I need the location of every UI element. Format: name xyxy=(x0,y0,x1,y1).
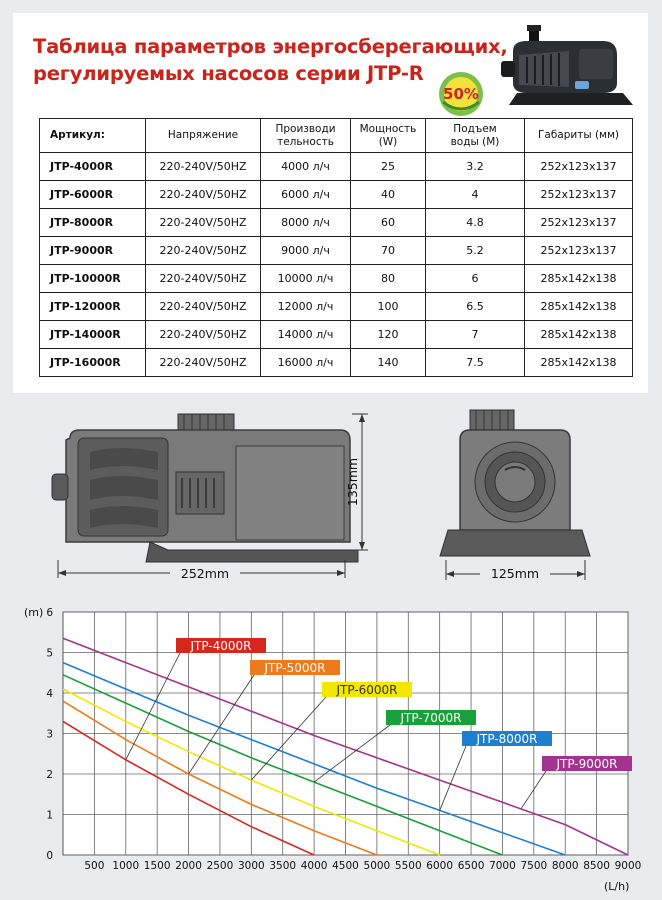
x-tick-label: 1500 xyxy=(143,860,171,872)
pump-side-view-icon xyxy=(52,414,358,562)
legend-label: JTP-8000R xyxy=(476,732,538,746)
cell-dimensions: 252x123x137 xyxy=(525,237,633,265)
cell-power: 120 xyxy=(351,321,426,349)
pump-photo-icon xyxy=(493,21,643,111)
cell-voltage: 220-240V/50HZ xyxy=(146,321,261,349)
y-tick-label: 3 xyxy=(46,728,53,741)
x-tick-label: 3000 xyxy=(237,860,265,872)
cell-article: JTP-16000R xyxy=(40,349,146,377)
cell-voltage: 220-240V/50HZ xyxy=(146,153,261,181)
cell-dimensions: 285x142x138 xyxy=(525,349,633,377)
cell-lift: 3.2 xyxy=(426,153,525,181)
cell-lift: 6 xyxy=(426,265,525,293)
cell-article: JTP-12000R xyxy=(40,293,146,321)
cell-article: JTP-14000R xyxy=(40,321,146,349)
table-row xyxy=(40,349,633,377)
cell-dimensions: 252x123x137 xyxy=(525,181,633,209)
performance-chart xyxy=(0,598,662,898)
y-tick-label: 0 xyxy=(46,850,53,862)
cell-power: 80 xyxy=(351,265,426,293)
legend-label: JTP-4000R xyxy=(190,639,252,653)
cell-capacity: 9000 л/ч xyxy=(261,237,351,265)
cell-article: JTP-4000R xyxy=(40,153,146,181)
x-tick-label: 4000 xyxy=(300,860,328,872)
cell-dimensions: 252x123x137 xyxy=(525,153,633,181)
cell-power: 140 xyxy=(351,349,426,377)
y-tick-label: 5 xyxy=(46,647,53,660)
cell-capacity: 8000 л/ч xyxy=(261,209,351,237)
legend-label: JTP-9000R xyxy=(556,757,618,771)
cell-dimensions: 252x123x137 xyxy=(525,209,633,237)
x-tick-label: 5000 xyxy=(363,860,391,872)
cell-voltage: 220-240V/50HZ xyxy=(146,293,261,321)
cell-capacity: 12000 л/ч xyxy=(261,293,351,321)
x-tick-label: 6500 xyxy=(457,860,485,872)
cell-article: JTP-9000R xyxy=(40,237,146,265)
cell-power: 40 xyxy=(351,181,426,209)
depth-dimension-label: 125mm xyxy=(490,566,540,581)
table-row xyxy=(40,293,633,321)
y-tick-label: 2 xyxy=(46,769,53,781)
pump-front-view-icon xyxy=(440,410,590,556)
x-tick-label: 1000 xyxy=(112,860,140,872)
cell-article: JTP-8000R xyxy=(40,209,146,237)
x-tick-label: 2000 xyxy=(175,860,202,872)
cell-capacity: 6000 л/ч xyxy=(261,181,351,209)
x-tick-label: 6000 xyxy=(426,860,454,872)
height-dimension-label: 135mm xyxy=(345,457,360,507)
y-axis-unit-label: (m) xyxy=(24,606,44,619)
x-tick-label: 3500 xyxy=(269,860,297,872)
pump-dimension-drawings xyxy=(0,400,662,590)
x-tick-label: 4500 xyxy=(332,860,359,872)
cell-capacity: 4000 л/ч xyxy=(261,153,351,181)
cell-power: 60 xyxy=(351,209,426,237)
y-tick-label: 4 xyxy=(46,688,53,700)
legend-label: JTP-6000R xyxy=(336,683,398,697)
x-tick-label: 2500 xyxy=(206,860,234,872)
table-row xyxy=(40,321,633,349)
header-power: Мощность (W) xyxy=(351,119,426,153)
table-row xyxy=(40,153,633,181)
x-tick-label: 5500 xyxy=(394,860,422,872)
x-tick-label: 7500 xyxy=(520,860,548,872)
cell-voltage: 220-240V/50HZ xyxy=(146,181,261,209)
cell-capacity: 16000 л/ч xyxy=(261,349,351,377)
cell-voltage: 220-240V/50HZ xyxy=(146,209,261,237)
cell-lift: 5.2 xyxy=(426,237,525,265)
x-tick-label: 8000 xyxy=(551,860,579,872)
x-tick-label: 7000 xyxy=(489,860,516,872)
cell-lift: 4.8 xyxy=(426,209,525,237)
width-dimension-label: 252mm xyxy=(180,566,230,581)
table-row xyxy=(40,209,633,237)
spec-card xyxy=(13,13,648,393)
legend-label: JTP-7000R xyxy=(400,711,462,725)
cell-dimensions: 285x142x138 xyxy=(525,321,633,349)
cell-dimensions: 285x142x138 xyxy=(525,265,633,293)
header-capacity: Производи тельность xyxy=(261,119,351,153)
header-lift: Подъем воды (М) xyxy=(426,119,525,153)
table-row xyxy=(40,265,633,293)
cell-lift: 7.5 xyxy=(426,349,525,377)
cell-power: 25 xyxy=(351,153,426,181)
y-tick-label: 6 xyxy=(46,607,53,619)
cell-capacity: 10000 л/ч xyxy=(261,265,351,293)
parameters-table xyxy=(39,118,633,377)
legend-label: JTP-5000R xyxy=(264,661,326,675)
table-row xyxy=(40,181,633,209)
cell-lift: 6.5 xyxy=(426,293,525,321)
cell-article: JTP-6000R xyxy=(40,181,146,209)
cell-power: 100 xyxy=(351,293,426,321)
cell-dimensions: 285x142x138 xyxy=(525,293,633,321)
header-dimensions: Габариты (мм) xyxy=(525,119,633,153)
x-tick-label: 9000 xyxy=(614,860,642,872)
page-title: Таблица параметров энергосберегающих, регулируемых насосов серии JTP-R xyxy=(33,35,508,85)
header-article: Артикул: xyxy=(40,119,146,153)
cell-voltage: 220-240V/50HZ xyxy=(146,265,261,293)
cell-voltage: 220-240V/50HZ xyxy=(146,237,261,265)
cell-power: 70 xyxy=(351,237,426,265)
header-voltage: Напряжение xyxy=(146,119,261,153)
cell-lift: 4 xyxy=(426,181,525,209)
cell-lift: 7 xyxy=(426,321,525,349)
cell-voltage: 220-240V/50HZ xyxy=(146,349,261,377)
x-axis-unit-label: (L/h) xyxy=(604,880,630,893)
y-tick-label: 1 xyxy=(46,809,53,822)
cell-capacity: 14000 л/ч xyxy=(261,321,351,349)
x-tick-label: 8500 xyxy=(583,860,610,872)
table-row xyxy=(40,237,633,265)
x-tick-label: 500 xyxy=(84,860,105,872)
badge-label: 50% xyxy=(443,85,479,103)
energy-saving-badge-icon xyxy=(433,68,489,120)
table-header-row xyxy=(40,119,633,153)
cell-article: JTP-10000R xyxy=(40,265,146,293)
